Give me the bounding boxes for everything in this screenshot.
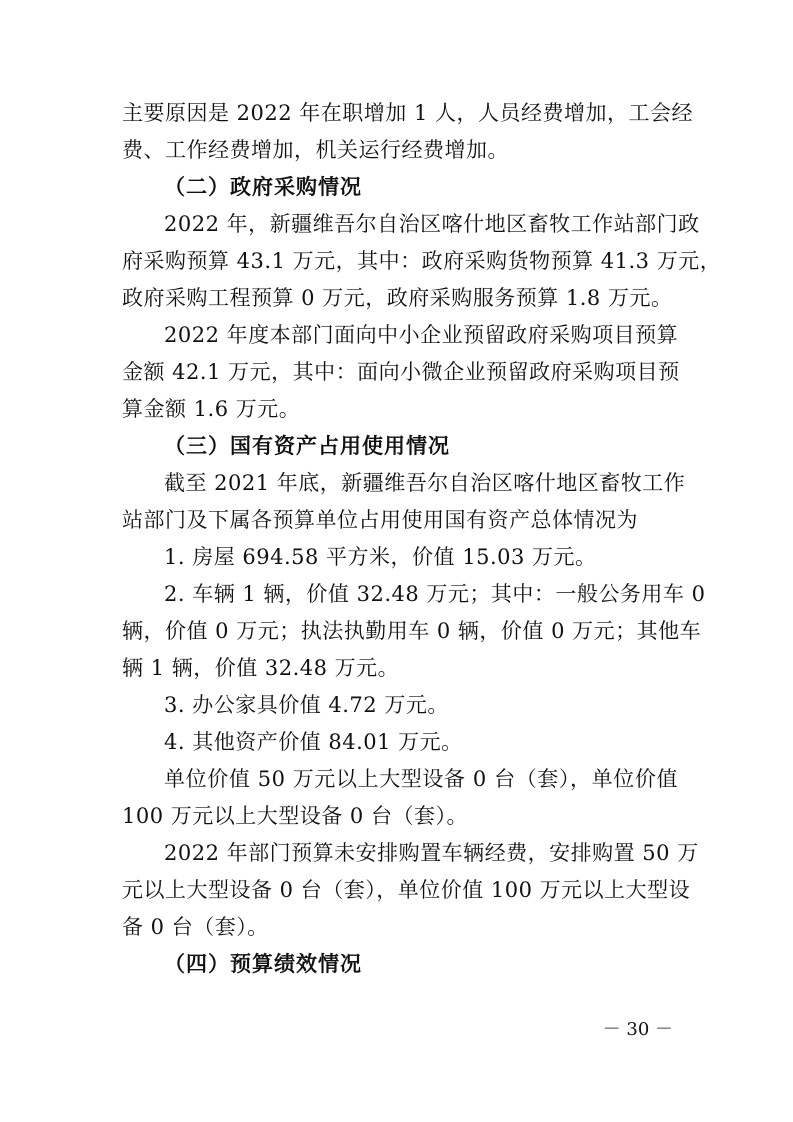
paragraph-line: 2022 年，新疆维吾尔自治区喀什地区畜牧工作站部门政 <box>164 212 700 236</box>
list-item-other-assets: 4. 其他资产价值 84.01 万元。 <box>164 730 463 754</box>
section-heading-state-assets: （三）国有资产占用使用情况 <box>164 434 450 458</box>
list-item-housing: 1. 房屋 694.58 平方米，价值 15.03 万元。 <box>164 545 597 569</box>
paragraph-line: 算金额 1.6 万元。 <box>122 397 301 421</box>
list-item-vehicles: 2. 车辆 1 辆，价值 32.48 万元；其中：一般公务用车 0 <box>164 582 706 606</box>
paragraph-line: 辆，价值 0 万元；执法执勤用车 0 辆，价值 0 万元；其他车 <box>122 619 702 643</box>
paragraph-line: 单位价值 50 万元以上大型设备 0 台（套），单位价值 <box>164 767 678 791</box>
list-item-furniture: 3. 办公家具价值 4.72 万元。 <box>164 693 449 717</box>
section-heading-performance: （四）预算绩效情况 <box>164 952 362 976</box>
paragraph-line: 2022 年部门预算未安排购置车辆经费，安排购置 50 万 <box>164 841 699 865</box>
paragraph-line: 站部门及下属各预算单位占用使用国有资产总体情况为 <box>122 508 638 532</box>
section-heading-procurement: （二）政府采购情况 <box>164 175 362 199</box>
paragraph-line: 政府采购工程预算 0 万元，政府采购服务预算 1.8 万元。 <box>122 286 673 310</box>
paragraph-line: 元以上大型设备 0 台（套），单位价值 100 万元以上大型设 <box>122 878 691 902</box>
paragraph-line: 辆 1 辆，价值 32.48 万元。 <box>122 656 400 680</box>
paragraph-line: 备 0 台（套）。 <box>122 915 269 939</box>
document-body <box>122 95 722 983</box>
paragraph-line: 金额 42.1 万元，其中：面向小微企业预留政府采购项目预 <box>122 360 680 384</box>
paragraph-line: 100 万元以上大型设备 0 台（套）。 <box>122 804 468 828</box>
paragraph-line: 截至 2021 年底，新疆维吾尔自治区喀什地区畜牧工作 <box>164 471 686 495</box>
page-number-text: － 30 － <box>602 1019 673 1040</box>
paragraph-line: 2022 年度本部门面向中小企业预留政府采购项目预算 <box>164 323 679 347</box>
paragraph-line: 府采购预算 43.1 万元，其中：政府采购货物预算 41.3 万元， <box>122 249 722 273</box>
paragraph-line: 费、工作经费增加，机关运行经费增加。 <box>122 138 509 162</box>
paragraph-line: 主要原因是 2022 年在职增加 1 人，人员经费增加，工会经 <box>122 101 694 125</box>
